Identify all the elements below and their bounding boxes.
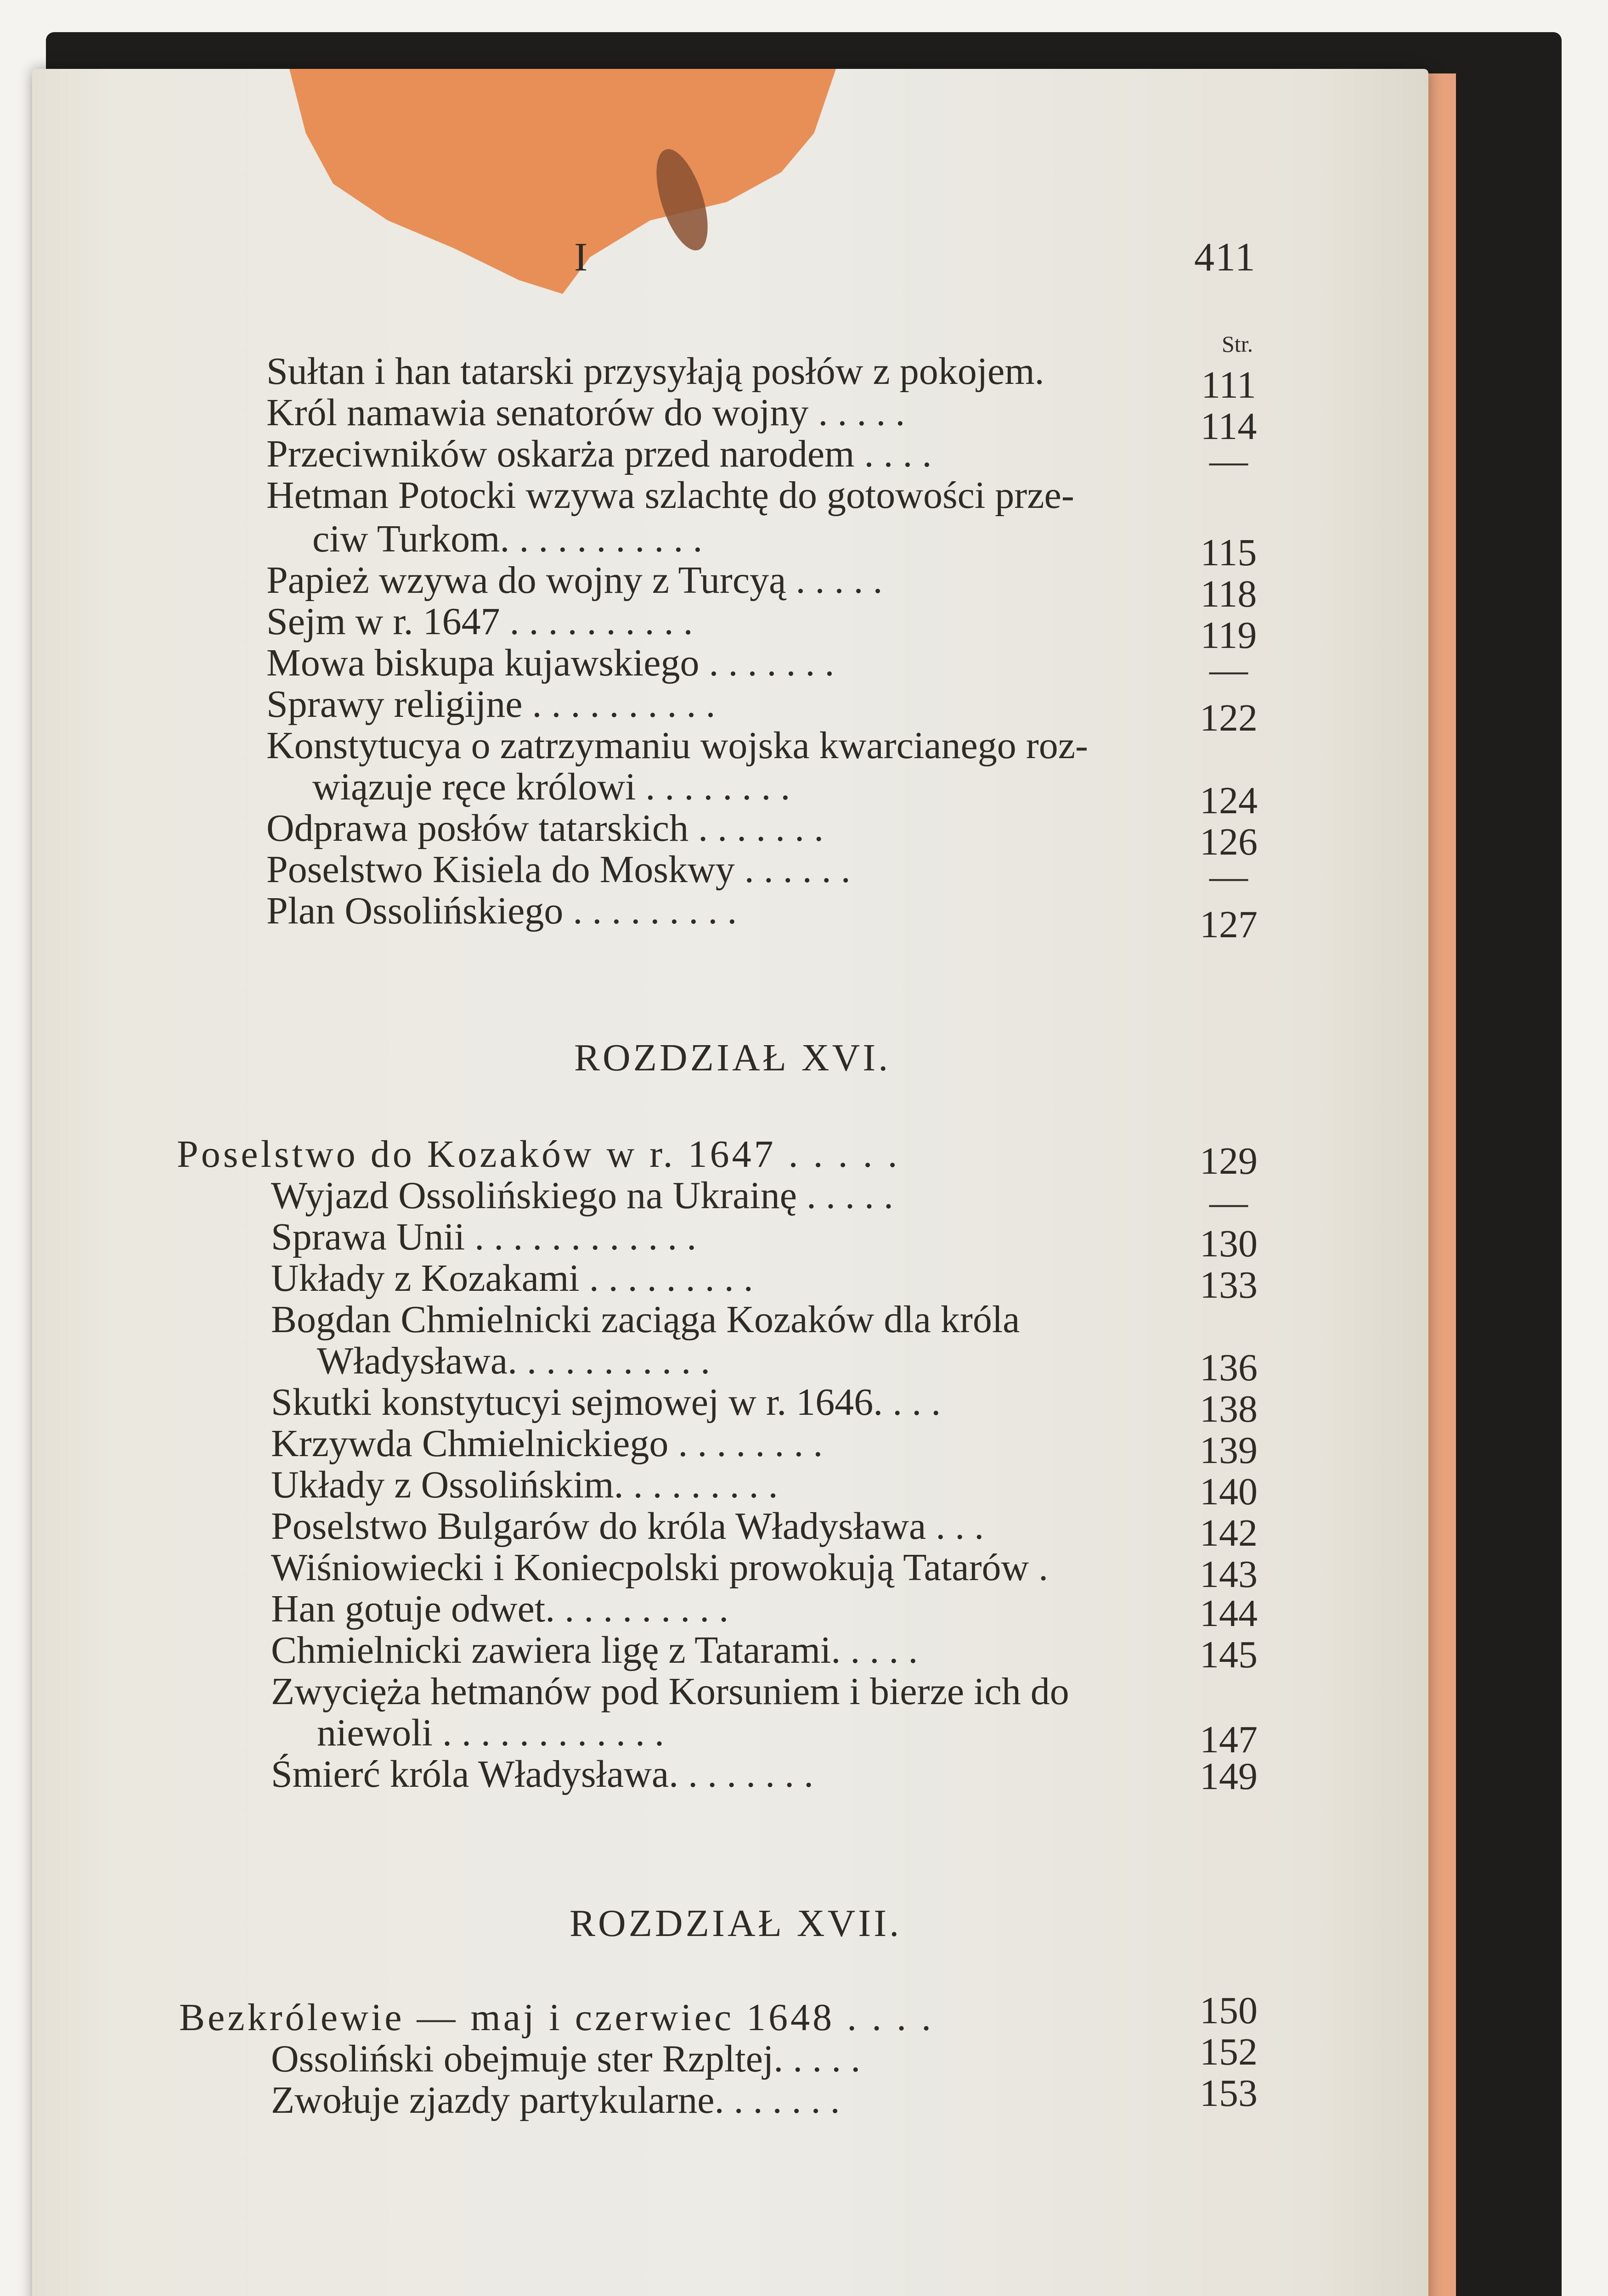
toc-page-ref: — [1209, 648, 1248, 691]
toc-entry: Poselstwo do Kozaków w r. 1647 . . . . . [177, 1133, 900, 1176]
chapter-heading: ROZDZIAŁ XVII. [570, 1902, 902, 1945]
toc-entry: Plan Ossolińskiego . . . . . . . . . [266, 889, 737, 932]
toc-page-ref: 126 [1200, 821, 1258, 863]
toc-entry: Układy z Ossolińskim. . . . . . . . . [271, 1463, 778, 1506]
toc-page-ref: 119 [1200, 614, 1257, 657]
toc-entry: Odprawa posłów tatarskich . . . . . . . [266, 807, 824, 850]
toc-entry: Sułtan i han tatarski przysyłają posłów z pokojem. [266, 350, 1044, 393]
toc-entry: Sprawa Unii . . . . . . . . . . . . [271, 1216, 697, 1258]
toc-page-ref: 129 [1200, 1140, 1258, 1182]
toc-page-ref: 139 [1200, 1429, 1258, 1472]
toc-entry: Krzywda Chmielnickiego . . . . . . . . [271, 1422, 823, 1465]
toc-entry: Wiśniowiecki i Koniecpolski prowokują Tatarów . [271, 1546, 1049, 1589]
toc-entry-continuation: wiązuje ręce królowi . . . . . . . . [312, 765, 790, 808]
toc-page-ref: 140 [1200, 1470, 1258, 1513]
toc-entry: Ossoliński obejmuje ster Rzpltej. . . . . [271, 2037, 861, 2080]
toc-page-ref: 111 [1201, 364, 1256, 406]
toc-entry-continuation: niewoli . . . . . . . . . . . . [317, 1711, 664, 1754]
toc-entry: Zwycięża hetmanów pod Korsuniem i bierze ich do [271, 1670, 1069, 1713]
toc-page-ref: 124 [1200, 779, 1258, 822]
toc-page-ref: 114 [1200, 405, 1257, 448]
toc-page-ref: 127 [1200, 903, 1258, 946]
toc-page-ref: 152 [1200, 2031, 1258, 2073]
toc-entry: Król namawia senatorów do wojny . . . . . [266, 391, 905, 434]
toc-page-ref: 150 [1200, 1989, 1258, 2032]
running-head-fragment: I [574, 235, 588, 280]
toc-page-ref: 130 [1200, 1222, 1258, 1265]
toc-page-ref: 153 [1200, 2072, 1258, 2115]
toc-page-ref: 118 [1200, 573, 1257, 615]
toc-entry: Zwołuje zjazdy partykularne. . . . . . . [271, 2079, 840, 2122]
toc-entry: Poselstwo Bulgarów do króla Władysława . . . [271, 1505, 984, 1548]
toc-page-ref: 133 [1200, 1264, 1258, 1306]
toc-entry-continuation: ciw Turkom. . . . . . . . . . . [312, 518, 703, 560]
toc-page-ref: — [1209, 855, 1248, 898]
page-column-label: Str. [1222, 331, 1253, 357]
toc-page-ref: — [1209, 439, 1248, 482]
toc-entry: Wyjazd Ossolińskiego na Ukrainę . . . . . [271, 1174, 893, 1217]
toc-entry: Mowa biskupa kujawskiego . . . . . . . [266, 642, 835, 684]
toc-entry-continuation: Władysława. . . . . . . . . . . [317, 1339, 711, 1382]
toc-entry: Skutki konstytucyi sejmowej w r. 1646. . . . [271, 1381, 941, 1424]
toc-entry: Sprawy religijne . . . . . . . . . . [266, 683, 716, 726]
toc-entry: Sejm w r. 1647 . . . . . . . . . . [266, 600, 693, 643]
toc-entry: Poselstwo Kisiela do Moskwy . . . . . . [266, 848, 851, 891]
toc-page-ref: 145 [1200, 1633, 1258, 1676]
toc-page-ref: 122 [1200, 697, 1258, 739]
toc-entry: Papież wzywa do wojny z Turcyą . . . . . [266, 559, 883, 602]
toc-entry: Hetman Potocki wzywa szlachtę do gotowości prze- [266, 474, 1074, 517]
toc-entry: Przeciwników oskarża przed narodem . . . . [266, 433, 932, 475]
toc-page-ref: 143 [1200, 1553, 1258, 1596]
toc-page-ref: 144 [1200, 1592, 1258, 1635]
toc-page-ref: 115 [1200, 531, 1257, 574]
page-number: 411 [1194, 235, 1256, 280]
toc-entry: Bezkrólewie — maj i czerwiec 1648 . . . . [179, 1996, 934, 2039]
toc-page-ref: 138 [1200, 1388, 1258, 1430]
chapter-heading: ROZDZIAŁ XVI. [574, 1036, 891, 1079]
toc-page-ref: 142 [1200, 1512, 1258, 1554]
toc-entry: Han gotuje odwet. . . . . . . . . . [271, 1587, 729, 1630]
toc-page-ref: — [1209, 1181, 1248, 1224]
toc-entry: Układy z Kozakami . . . . . . . . . [271, 1257, 753, 1300]
toc-entry: Konstytucya o zatrzymaniu wojska kwarcianego roz- [266, 724, 1089, 767]
toc-page-ref: 149 [1200, 1755, 1258, 1798]
toc-page-ref: 147 [1200, 1718, 1258, 1761]
toc-page-ref: 136 [1200, 1346, 1258, 1389]
toc-entry: Bogdan Chmielnicki zaciąga Kozaków dla króla [271, 1298, 1020, 1341]
toc-entry: Śmierć króla Władysława. . . . . . . . [271, 1753, 814, 1795]
toc-entry: Chmielnicki zawiera ligę z Tatarami. . . . . [271, 1629, 918, 1671]
